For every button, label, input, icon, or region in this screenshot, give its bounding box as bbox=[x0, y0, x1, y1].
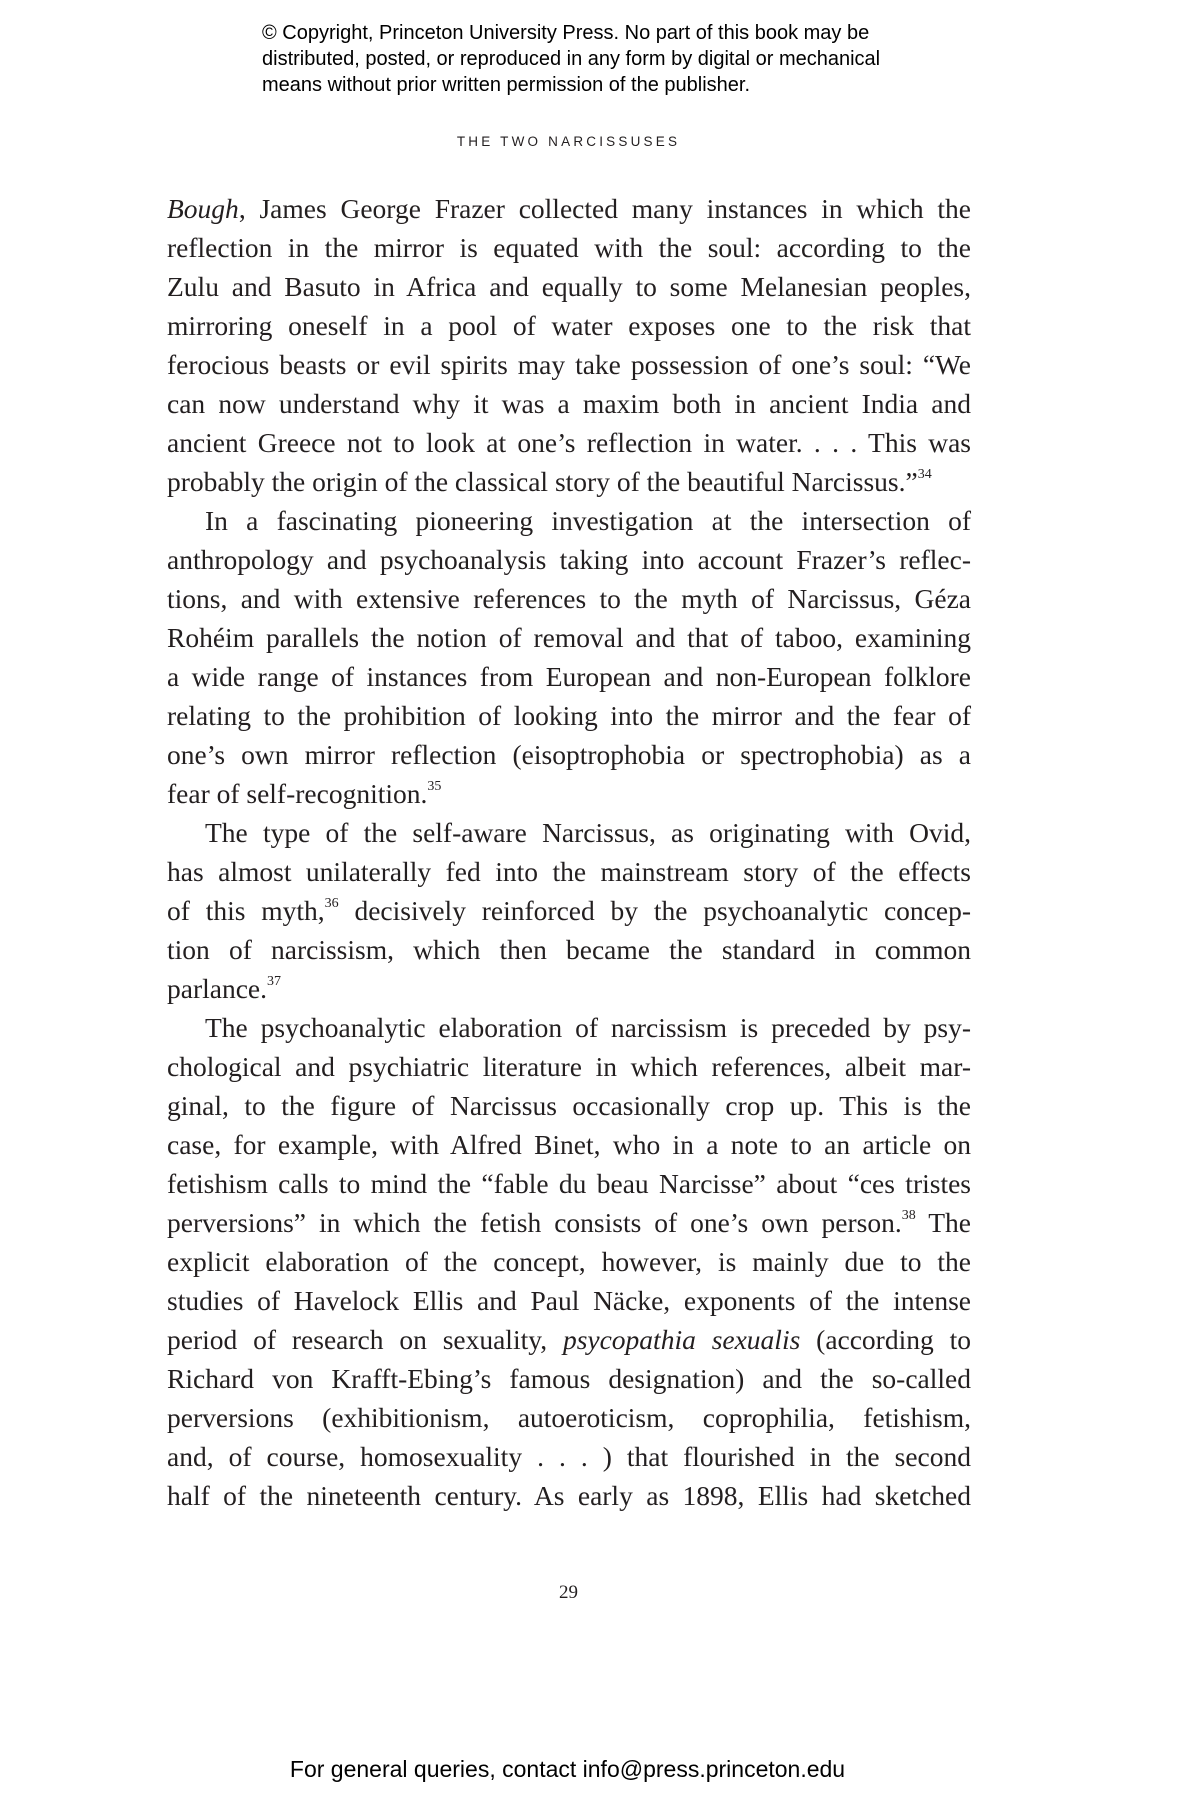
footnote-ref: 38 bbox=[901, 1208, 916, 1223]
text-line: half of the nineteenth century. As early as 1898, Ellis had sketched bbox=[167, 1480, 971, 1511]
text-line: tion of narcissism, which then became the standard in common bbox=[167, 934, 971, 965]
footnote-ref: 37 bbox=[267, 974, 281, 989]
text-line: fetishism calls to mind the “fable du beau Narcisse” about “ces tristes bbox=[167, 1168, 971, 1199]
text-line bbox=[167, 462, 971, 501]
text-line: Rohéim parallels the notion of removal and that of taboo, examining bbox=[167, 622, 971, 653]
text-fragment: perversions” in which the fetish consists of one’s own person. bbox=[167, 1207, 902, 1238]
text-line: reflection in the mirror is equated with the soul: according to the bbox=[167, 232, 971, 263]
text-fragment: decisively reinforced by the psychoanalytic concep- bbox=[338, 895, 971, 926]
footer-contact: For general queries, contact info@press.princeton.edu bbox=[289, 1756, 846, 1782]
italic-title: Bough bbox=[167, 193, 239, 224]
copyright-line: © Copyright, Princeton University Press. No part of this book may be bbox=[262, 22, 870, 44]
text-line: studies of Havelock Ellis and Paul Näcke, exponents of the intense bbox=[167, 1285, 971, 1316]
text-line: can now understand why it was a maxim both in ancient India and bbox=[167, 388, 971, 419]
text-line: ancient Greece not to look at one’s reflection in water. . . . This was bbox=[167, 427, 971, 458]
text-line bbox=[167, 774, 971, 813]
text-line: ginal, to the figure of Narcissus occasionally crop up. This is the bbox=[167, 1090, 971, 1121]
text-line: anthropology and psychoanalysis taking into account Frazer’s reflec- bbox=[167, 544, 971, 575]
text-line: and, of course, homosexuality . . . ) that flourished in the second bbox=[167, 1441, 971, 1472]
paragraph-3 bbox=[167, 813, 971, 1008]
text-line: relating to the prohibition of looking into the mirror and the fear of bbox=[167, 700, 971, 731]
text-line: In a fascinating pioneering investigation at the intersection of bbox=[205, 505, 971, 536]
paragraph-4 bbox=[167, 1008, 971, 1515]
text-line: chological and psychiatric literature in which references, albeit mar- bbox=[167, 1051, 971, 1082]
footnote-ref: 36 bbox=[324, 896, 339, 911]
page-number: 29 bbox=[559, 1582, 578, 1603]
text-line: The type of the self-aware Narcissus, as originating with Ovid, bbox=[205, 817, 971, 848]
text-line: a wide range of instances from European and non-European folklore bbox=[167, 661, 971, 692]
text-fragment: (according to bbox=[800, 1324, 971, 1355]
text-line: one’s own mirror reflection (eisoptrophobia or spectrophobia) as a bbox=[167, 739, 971, 770]
paragraph-1 bbox=[167, 189, 971, 501]
copyright-notice bbox=[262, 20, 1002, 98]
copyright-line: distributed, posted, or reproduced in any form by digital or mechanical bbox=[262, 48, 881, 70]
footnote-ref: 34 bbox=[917, 467, 932, 482]
text-line: tions, and with extensive references to the myth of Narcissus, Géza bbox=[167, 583, 971, 614]
text-fragment: period of research on sexuality, bbox=[167, 1324, 563, 1355]
footnote-ref: 35 bbox=[427, 779, 442, 794]
copyright-line: means without prior written permission of the publisher. bbox=[262, 74, 751, 96]
text-line bbox=[167, 1320, 971, 1359]
italic-term: psycopathia sexualis bbox=[562, 1324, 801, 1355]
text-line: mirroring oneself in a pool of water exposes one to the risk that bbox=[167, 310, 971, 341]
text-line bbox=[167, 189, 971, 228]
text-line bbox=[167, 1203, 971, 1242]
text-line: explicit elaboration of the concept, however, is mainly due to the bbox=[167, 1246, 971, 1277]
paragraph-2 bbox=[167, 501, 971, 813]
text-line: Richard von Krafft-Ebing’s famous designation) and the so-called bbox=[167, 1363, 971, 1394]
text-line: has almost unilaterally fed into the mainstream story of the effects bbox=[167, 856, 971, 887]
text-fragment: The bbox=[915, 1207, 971, 1238]
text-fragment: , James George Frazer collected many instances in which the bbox=[238, 193, 971, 224]
text-line: case, for example, with Alfred Binet, who in a note to an article on bbox=[167, 1129, 971, 1160]
text-line: perversions (exhibitionism, autoeroticism, coprophilia, fetishism, bbox=[167, 1402, 971, 1433]
text-line: Zulu and Basuto in Africa and equally to some Melanesian peoples, bbox=[167, 271, 971, 302]
text-line: ferocious beasts or evil spirits may take possession of one’s soul: “We bbox=[167, 349, 971, 380]
text-line: The psychoanalytic elaboration of narcissism is preceded by psy- bbox=[205, 1012, 971, 1043]
text-line bbox=[167, 969, 971, 1008]
text-fragment: fear of self-recognition. bbox=[167, 778, 428, 809]
text-line bbox=[167, 891, 971, 930]
running-head: THE TWO NARCISSUSES bbox=[456, 134, 681, 149]
body-text bbox=[167, 189, 971, 1515]
text-fragment: of this myth, bbox=[167, 895, 325, 926]
text-fragment: parlance. bbox=[167, 973, 267, 1004]
text-fragment: probably the origin of the classical story of the beautiful Narcissus.” bbox=[167, 466, 918, 497]
